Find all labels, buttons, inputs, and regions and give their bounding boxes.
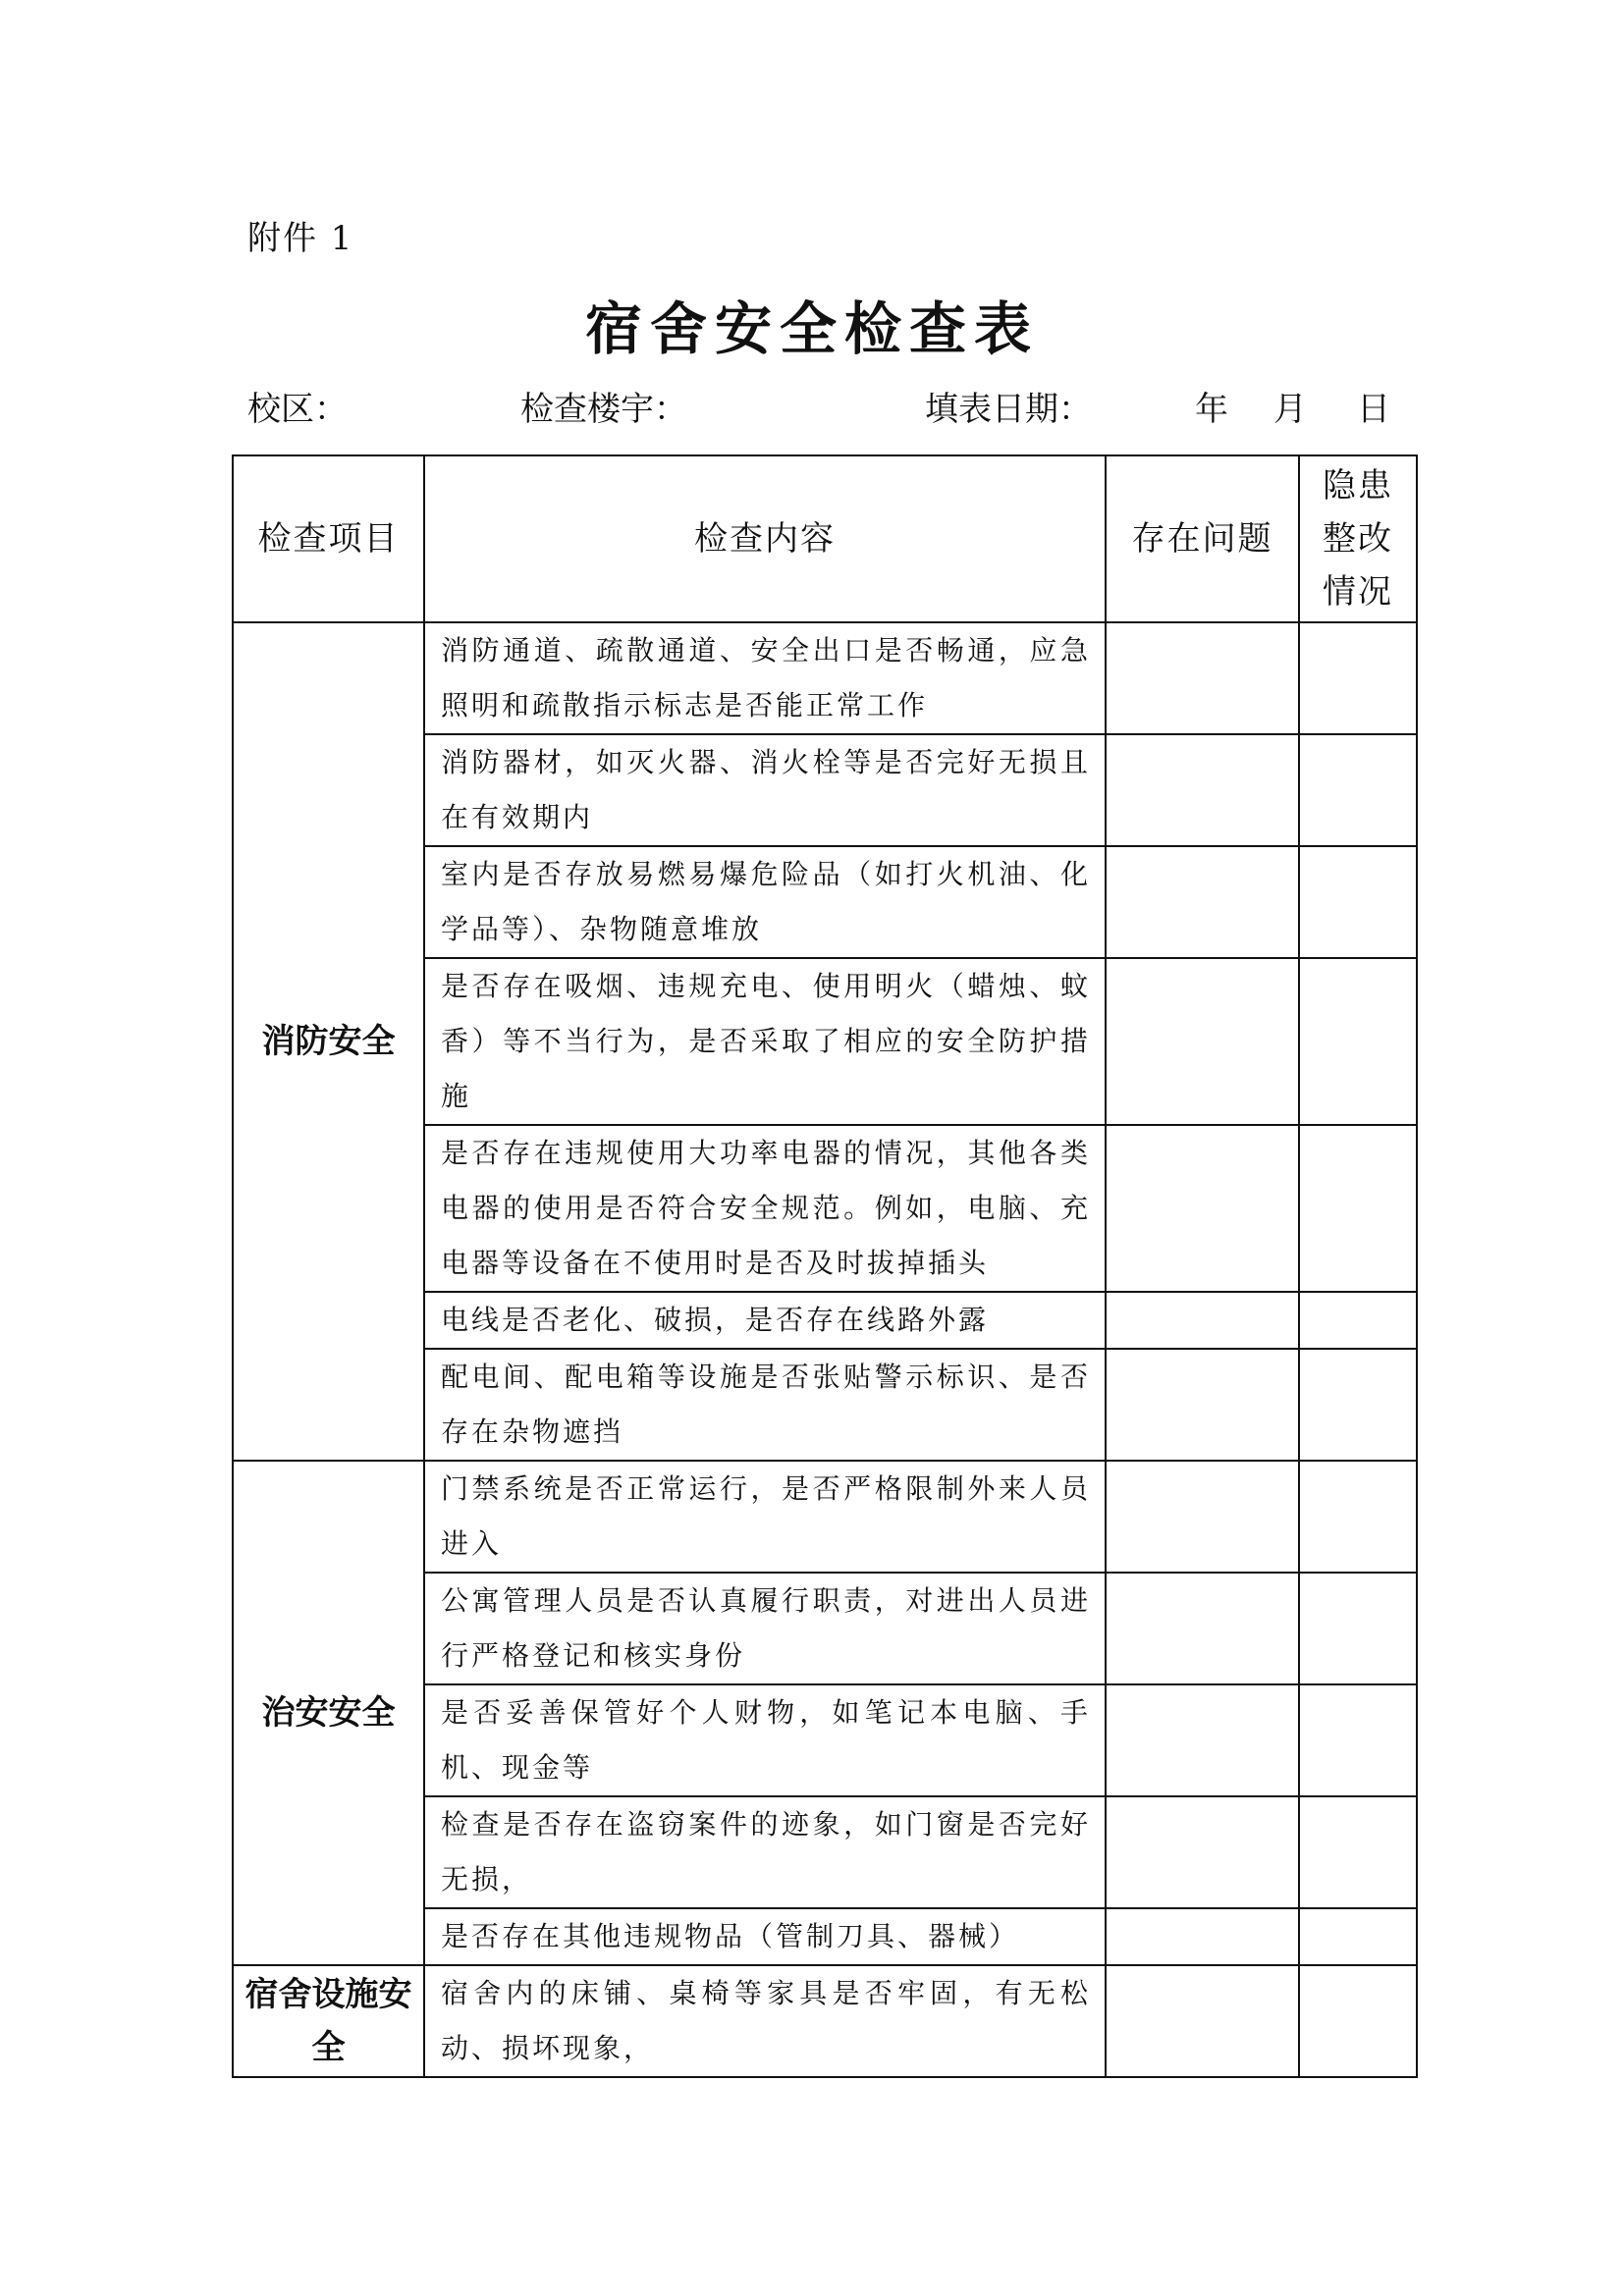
- check-content: 消防器材，如灭火器、消火栓等是否完好无损且在有效期内: [424, 734, 1106, 846]
- check-content: 是否存在吸烟、违规充电、使用明火（蜡烛、蚊香）等不当行为，是否采取了相应的安全防护措施: [424, 958, 1106, 1125]
- check-content: 是否存在违规使用大功率电器的情况，其他各类电器的使用是否符合安全规范。例如，电脑、充电器等设备在不使用时是否及时拔掉插头: [424, 1125, 1106, 1292]
- rectification-cell[interactable]: [1299, 1684, 1417, 1796]
- rectification-cell[interactable]: [1299, 1796, 1417, 1908]
- rectification-cell[interactable]: [1299, 1965, 1417, 2077]
- header-item: 检查项目: [233, 455, 424, 622]
- issues-cell[interactable]: [1106, 1684, 1299, 1796]
- issues-cell[interactable]: [1106, 622, 1299, 734]
- check-content: 室内是否存放易燃易爆危险品（如打火机油、化学品等）、杂物随意堆放: [424, 846, 1106, 958]
- check-content: 宿舍内的床铺、桌椅等家具是否牢固，有无松动、损坏现象，: [424, 1965, 1106, 2077]
- issues-cell[interactable]: [1106, 846, 1299, 958]
- header-content: 检查内容: [424, 455, 1106, 622]
- header-rect-line3: 情况: [1323, 572, 1393, 612]
- issues-cell[interactable]: [1106, 1292, 1299, 1349]
- check-content: 配电间、配电箱等设施是否张贴警示标识、是否存在杂物遮挡: [424, 1349, 1106, 1461]
- issues-cell[interactable]: [1106, 734, 1299, 846]
- rectification-cell[interactable]: [1299, 734, 1417, 846]
- check-content: 检查是否存在盗窃案件的迹象，如门窗是否完好无损，: [424, 1796, 1106, 1908]
- header-rect-line2: 整改: [1323, 519, 1393, 559]
- issues-cell[interactable]: [1106, 1796, 1299, 1908]
- check-content: 是否妥善保管好个人财物，如笔记本电脑、手机、现金等: [424, 1684, 1106, 1796]
- rectification-cell[interactable]: [1299, 1349, 1417, 1461]
- issues-cell[interactable]: [1106, 1461, 1299, 1573]
- rectification-cell[interactable]: [1299, 622, 1417, 734]
- campus-label: 校区：: [247, 390, 348, 429]
- issues-cell[interactable]: [1106, 1908, 1299, 1965]
- issues-cell[interactable]: [1106, 1965, 1299, 2077]
- header-rectification: [1299, 455, 1417, 622]
- issues-cell[interactable]: [1106, 1125, 1299, 1292]
- category-public-security: 治安安全: [233, 1461, 424, 1965]
- category-dorm-facility-safety: 宿舍设施安全: [233, 1965, 424, 2077]
- check-content: 是否存在其他违规物品（管制刀具、器械）: [424, 1908, 1106, 1965]
- rectification-cell[interactable]: [1299, 1125, 1417, 1292]
- table-row: [233, 622, 1417, 734]
- inspection-table: [232, 454, 1418, 2078]
- month-label: 月: [1273, 390, 1307, 429]
- table-row: [233, 1965, 1417, 2077]
- date-label: 填表日期：: [925, 390, 1092, 429]
- year-label: 年: [1195, 390, 1228, 429]
- rectification-cell[interactable]: [1299, 1908, 1417, 1965]
- rectification-cell[interactable]: [1299, 1292, 1417, 1349]
- header-issues: 存在问题: [1106, 455, 1299, 622]
- annex-label: 附件 1: [247, 219, 354, 258]
- rectification-cell[interactable]: [1299, 958, 1417, 1125]
- table-row: [233, 1461, 1417, 1573]
- header-row: [233, 455, 1417, 622]
- form-meta-line: [247, 385, 1390, 434]
- issues-cell[interactable]: [1106, 1349, 1299, 1461]
- check-content: 电线是否老化、破损，是否存在线路外露: [424, 1292, 1106, 1349]
- day-label: 日: [1357, 390, 1390, 429]
- issues-cell[interactable]: [1106, 1573, 1299, 1684]
- category-fire-safety: 消防安全: [233, 622, 424, 1461]
- check-content: 消防通道、疏散通道、安全出口是否畅通，应急照明和疏散指示标志是否能正常工作: [424, 622, 1106, 734]
- issues-cell[interactable]: [1106, 958, 1299, 1125]
- rectification-cell[interactable]: [1299, 846, 1417, 958]
- check-content: 门禁系统是否正常运行，是否严格限制外来人员进入: [424, 1461, 1106, 1573]
- header-rect-line1: 隐患: [1323, 466, 1393, 506]
- rectification-cell[interactable]: [1299, 1461, 1417, 1573]
- check-content: 公寓管理人员是否认真履行职责，对进出人员进行严格登记和核实身份: [424, 1573, 1106, 1684]
- building-label: 检查楼宇：: [520, 390, 687, 429]
- rectification-cell[interactable]: [1299, 1573, 1417, 1684]
- document-title: 宿舍安全检查表: [584, 295, 1039, 362]
